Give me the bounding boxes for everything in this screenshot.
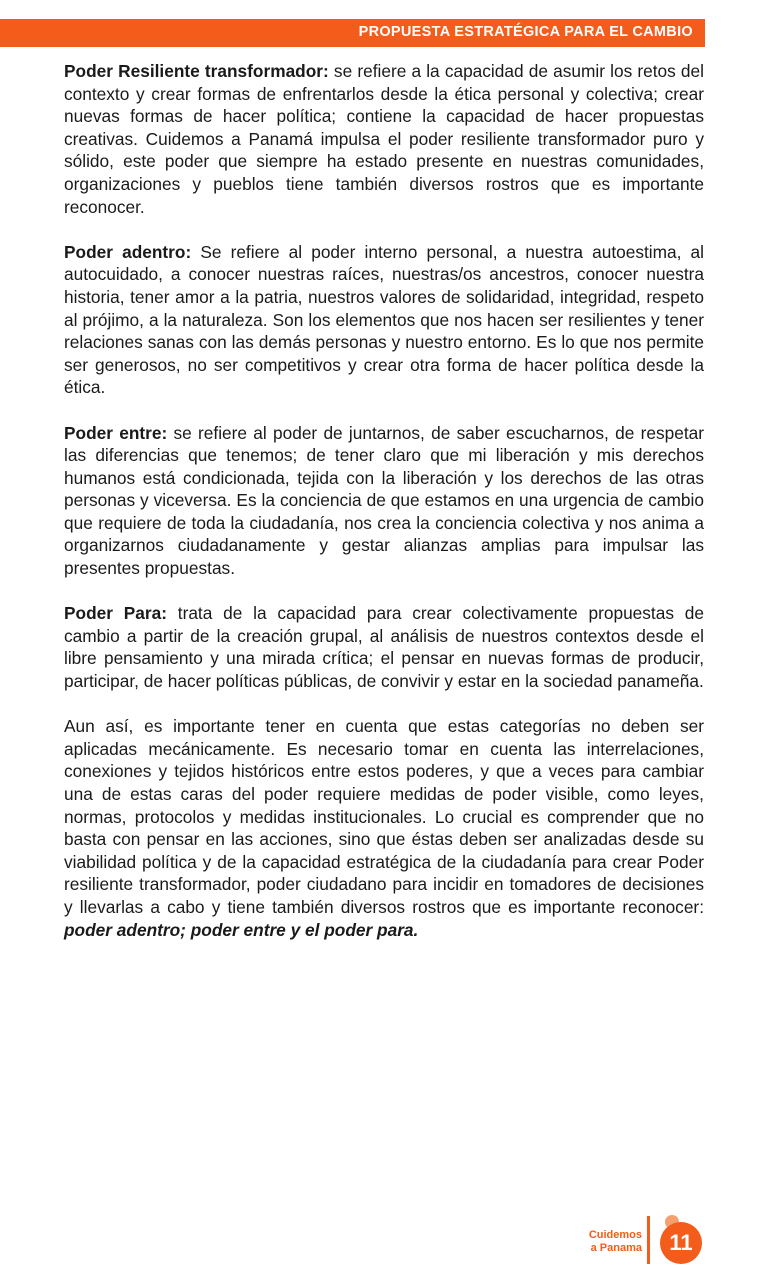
paragraph-poder-entre — [64, 422, 704, 580]
footer-divider — [647, 1216, 650, 1264]
paragraph-poder-adentro — [64, 241, 704, 399]
term-poder-resiliente: Poder Resiliente transformador: — [64, 61, 329, 81]
page-number-badge: 11 — [660, 1222, 702, 1264]
header-bar — [0, 19, 705, 47]
footer-brand — [576, 1229, 642, 1255]
paragraph-conclusion — [64, 715, 704, 941]
paragraph-poder-para — [64, 602, 704, 692]
brand-line-1: Cuidemos — [588, 1229, 642, 1241]
header-title: PROPUESTA ESTRATÉGICA PARA EL CAMBIO — [358, 24, 693, 40]
term-poder-adentro: Poder adentro: — [64, 241, 192, 262]
conclusion-emphasis: poder adentro; poder entre y el poder para. — [64, 919, 419, 940]
paragraph-poder-resiliente — [64, 60, 704, 218]
definition-poder-resiliente: se refiere a la capacidad de asumir los retos del contexto y crear formas de enfrentarlos desde la ética personal y colectiva; crear nuevas formas de hacer política; contiene la capacidad de hacer propuestas creativas. Cuidemos a Panamá impulsa el poder resiliente transformador puro y sólido, este poder que siempre ha estado presente en nuestras comunidades, organizaciones y pueblos tiene también diversos rostros que es importante reconocer. — [64, 61, 704, 217]
definition-poder-adentro: Se refiere al poder interno personal, a nuestra autoestima, al autocuidado, a conocer nuestras raíces, nuestras/os ancestros, conocer nuestra historia, tener amor a la patria, nuestros valores de solidaridad, integridad, respeto al prójimo, a la naturaleza. Son los elementos que nos hacen ser resilientes y tener relaciones sanas con las demás personas y nuestro entorno. Es lo que nos permite ser generosos, no ser competitivos y crear otra forma de hacer política desde la ética. — [64, 241, 705, 398]
brand-line-2: a Panama — [590, 1242, 642, 1254]
definition-poder-entre: se refiere al poder de juntarnos, de saber escucharnos, de respetar las diferencias que tenemos; de tener claro que mi liberación y mis derechos humanos está condicionada, tejida con la liberación y los derechos de las otras personas y viceversa. Es la conciencia de que estamos en una urgencia de cambio que requiere de toda la ciudadanía, nos crea la conciencia colectiva y nos anima a organizarnos ciudadanamente y gestar alianzas amplias para impulsar las presentes propuestas. — [64, 422, 704, 579]
term-poder-para: Poder Para: — [64, 603, 167, 624]
term-poder-entre: Poder entre: — [64, 422, 168, 443]
definition-poder-para: trata de la capacidad para crear colectivamente propuestas de cambio a partir de la creación grupal, al análisis de nuestros contextos desde el libre pensamiento y una mirada crítica; el pensar en nuevas formas de producir, participar, de hacer políticas públicas, de convivir y estar en la sociedad panameña. — [64, 603, 704, 692]
document-body — [64, 60, 704, 964]
conclusion-text: Aun así, es importante tener en cuenta que estas categorías no deben ser aplicadas mecánicamente. Es necesario tomar en cuenta las interrelaciones, conexiones y tejidos históricos entre estos poderes, y que a veces para cambiar una de estas caras del poder requiere medidas de poder visible, como leyes, normas, protocolos y medidas institucionales. Lo crucial es comprender que no basta con pensar en las acciones, sino que éstas deben ser analizadas desde su viabilidad política y de la capacidad estratégica de la ciudadanía para crear Poder resiliente transformador, poder ciudadano para incidir en tomadores de decisiones y llevarlas a cabo y tiene también diversos rostros que es importante reconocer: — [64, 716, 704, 917]
